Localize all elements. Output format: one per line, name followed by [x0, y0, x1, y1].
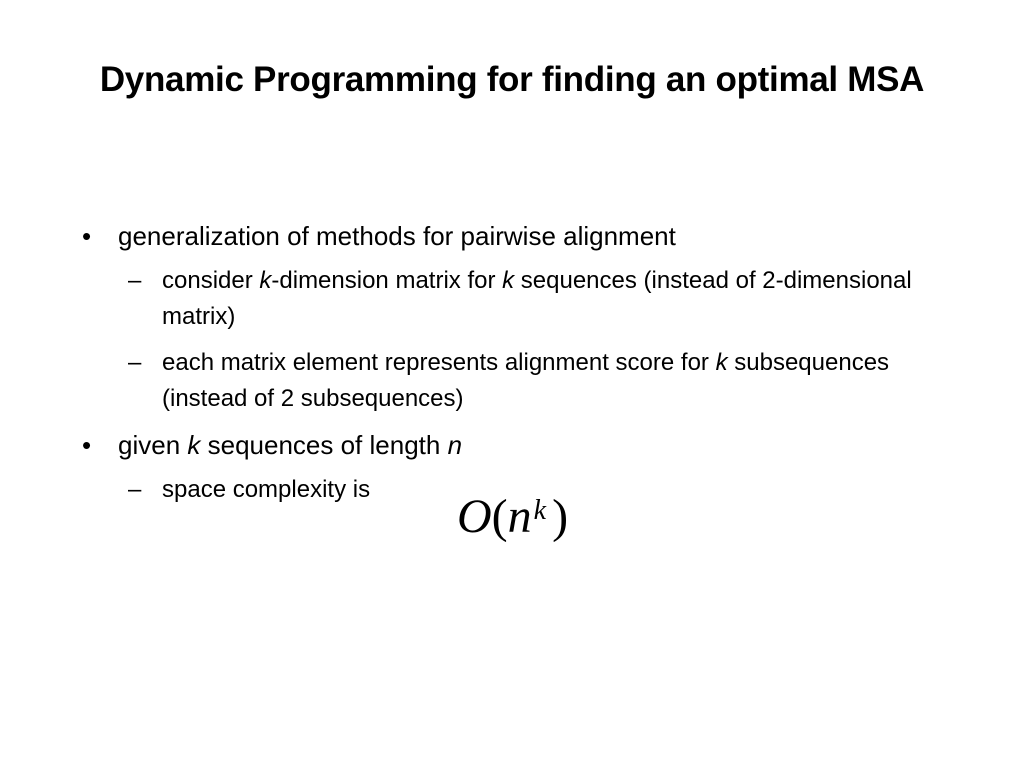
formula-o: O	[457, 490, 492, 543]
bullet-item	[72, 427, 952, 463]
slide-title: Dynamic Programming for finding an optimal MSA	[99, 60, 925, 99]
bullet-text: given k sequences of length n	[118, 430, 463, 460]
formula-base: n	[507, 490, 532, 543]
complexity-formula	[457, 487, 568, 547]
formula-open-paren: (	[491, 490, 508, 543]
sub-bullet-text: space complexity is	[162, 476, 371, 503]
dash-marker: –	[128, 476, 142, 503]
dash-marker: –	[128, 349, 142, 376]
dash-marker: –	[128, 267, 142, 294]
bullet-marker: •	[82, 430, 92, 460]
sub-bullet-item	[72, 345, 952, 417]
bullet-item	[72, 218, 952, 254]
sub-bullet-text: consider k-dimension matrix for k sequences (instead of 2-dimensional matrix)	[162, 267, 912, 330]
formula-close-paren: )	[552, 490, 569, 543]
bullet-marker: •	[82, 221, 92, 251]
sub-bullet-text: each matrix element represents alignment score for k subsequences (instead of 2 subsequences)	[162, 349, 890, 412]
bullet-text: generalization of methods for pairwise alignment	[118, 221, 676, 251]
sub-bullet-item	[72, 263, 952, 335]
slide-body	[72, 218, 952, 518]
formula-exponent: k	[533, 495, 547, 526]
